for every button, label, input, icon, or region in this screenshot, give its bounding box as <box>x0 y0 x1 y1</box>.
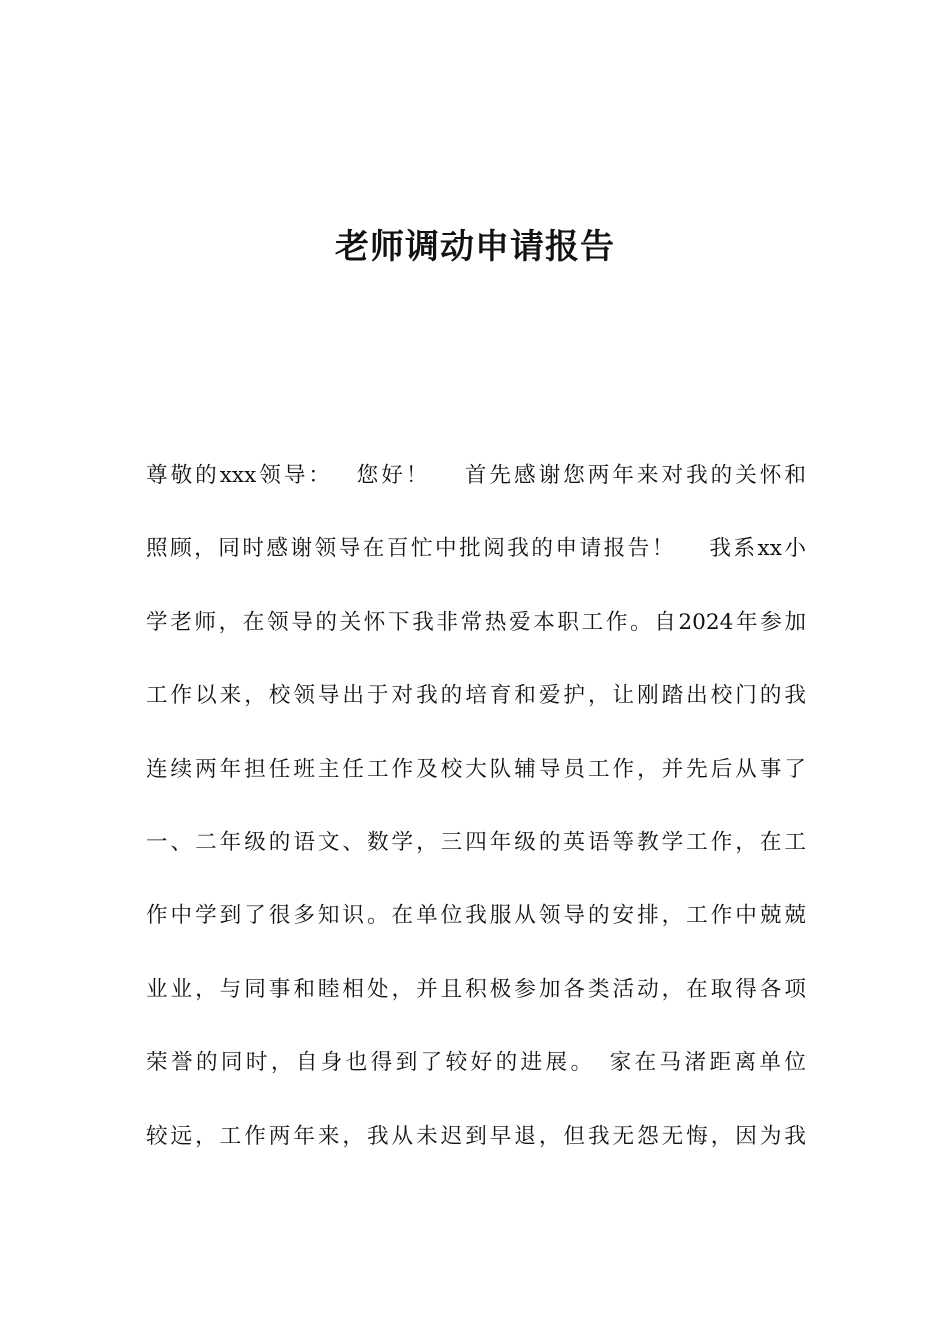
body-line: 连续两年担任班主任工作及校大队辅导员工作，并先后从事了 <box>146 756 806 782</box>
body-line: 业业，与同事和睦相处，并且积极参加各类活动，在取得各项 <box>146 976 806 1002</box>
body-line: 一、二年级的语文、数学，三四年级的英语等教学工作，在工 <box>146 829 806 855</box>
document-body <box>146 452 806 1186</box>
body-line: 荣誉的同时，自身也得到了较好的进展。 家在马渚距离单位 <box>146 1050 806 1076</box>
body-line: 较远，工作两年来，我从未迟到早退，但我无怨无悔，因为我 <box>146 1123 806 1149</box>
body-line: 学老师，在领导的关怀下我非常热爱本职工作。自2024年参加 <box>146 609 806 635</box>
body-line: 照顾，同时感谢领导在百忙中批阅我的申请报告！ 我系xx小 <box>146 536 806 562</box>
document-title: 老师调动申请报告 <box>335 227 615 267</box>
body-line: 工作以来，校领导出于对我的培育和爱护，让刚踏出校门的我 <box>146 683 806 709</box>
body-line: 作中学到了很多知识。在单位我服从领导的安排，工作中兢兢 <box>146 903 806 929</box>
body-line: 尊敬的xxx领导： 您好！ 首先感谢您两年来对我的关怀和 <box>146 463 806 488</box>
